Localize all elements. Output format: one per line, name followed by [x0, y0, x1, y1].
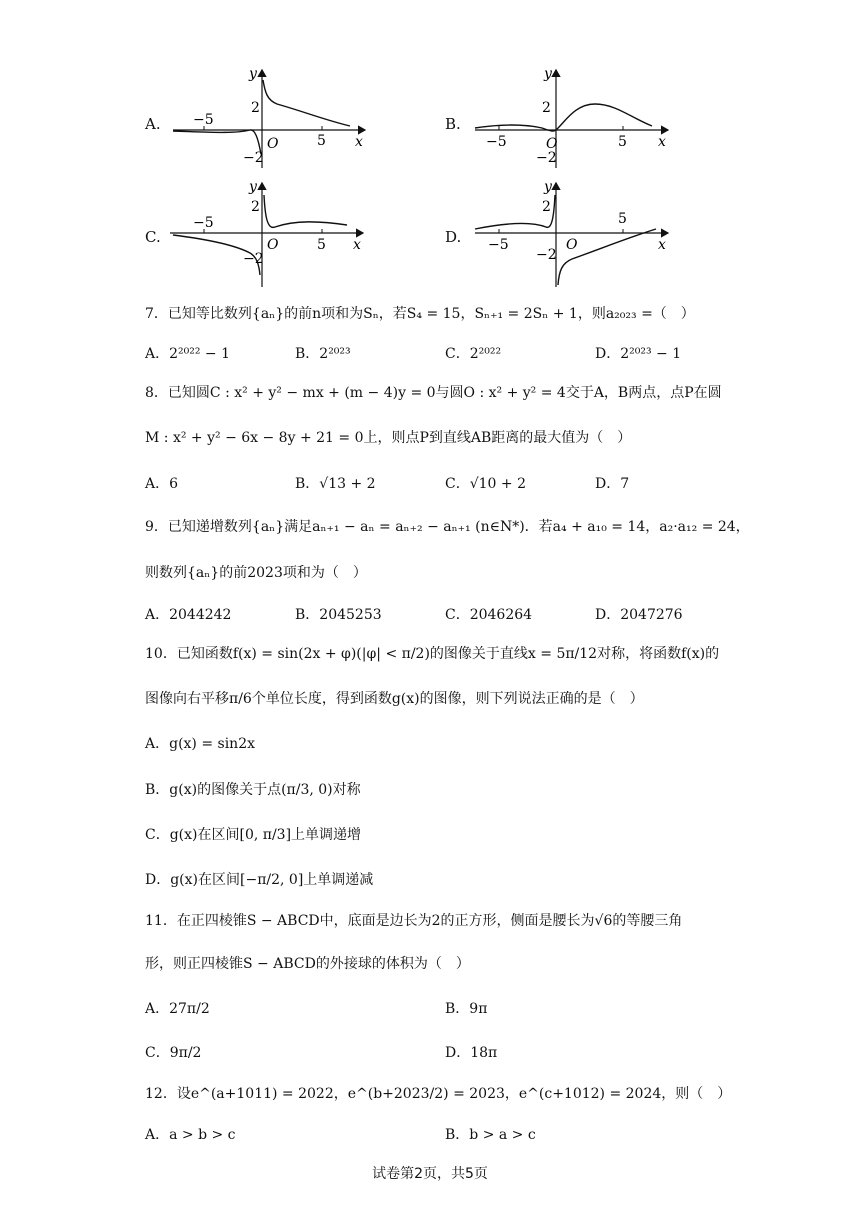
origin-label: O	[267, 237, 279, 253]
tick-x-neg: −5	[488, 237, 509, 253]
q9-option-d: D．2047276	[595, 607, 683, 623]
q8-option-a: A．6	[145, 476, 179, 492]
q12-option-a: A．a > b > c	[145, 1127, 236, 1143]
x-label: x	[353, 237, 361, 253]
graph-d	[470, 175, 680, 290]
tick-x-neg: −5	[486, 134, 507, 150]
graph-a	[165, 62, 375, 172]
q10-option-c: C．g(x)在区间[0, π/3]上单调递增	[145, 827, 362, 843]
tick-y-neg: −2	[536, 247, 557, 263]
q10-option-b: B．g(x)的图像关于点(π/3, 0)对称	[145, 782, 361, 798]
q9-option-a: A．2044242	[145, 607, 232, 623]
tick-x-pos: 5	[317, 237, 326, 253]
x-label: x	[658, 134, 666, 150]
q9-option-b: B．2045253	[295, 607, 382, 623]
curve	[475, 104, 652, 131]
q7-option-a: A．2²⁰²² − 1	[145, 346, 231, 362]
x-label: x	[355, 134, 363, 150]
graph-c-label: C.	[145, 228, 161, 246]
q10-stem-line2: 图像向右平移π/6个单位长度，得到函数g(x)的图像，则下列说法正确的是（ ）	[145, 691, 644, 707]
q9-option-c: C．2046264	[445, 607, 533, 623]
q8-option-d: D．7	[595, 476, 630, 492]
question-number: 7．	[145, 306, 168, 322]
curve	[264, 195, 347, 227]
graph-d-label: D.	[445, 228, 462, 246]
tick-x-neg: −5	[193, 112, 214, 128]
question-number: 11．	[145, 913, 177, 929]
graph-c	[165, 175, 375, 290]
curve	[263, 80, 350, 126]
question-number: 8．	[145, 385, 168, 401]
q11-option-b: B．9π	[445, 1001, 488, 1017]
question-number: 10．	[145, 646, 177, 662]
question-stem-line1: 已知函数f(x) = sin(2x + φ)(|φ| < π/2)的图像关于直线x = 5π/12对称，将函数f(x)的	[176, 646, 720, 662]
tick-y-neg: −2	[536, 150, 557, 166]
question-stem-line1: 已知圆C : x² + y² − mx + (m − 4)y = 0与圆O : x² + y² = 4交于A，B两点，点P在圆	[167, 385, 722, 401]
question-7	[145, 303, 695, 323]
x-label: x	[658, 237, 666, 253]
origin-label: O	[267, 136, 279, 152]
tick-y-pos: 2	[251, 199, 260, 215]
tick-x-pos: 5	[618, 211, 627, 227]
tick-x-pos: 5	[618, 134, 627, 150]
q12-option-b: B．b > a > c	[445, 1127, 536, 1143]
tick-y-neg: −2	[243, 150, 264, 166]
question-12	[145, 1083, 731, 1103]
y-label: y	[249, 179, 257, 195]
question-11	[145, 910, 682, 930]
y-label: y	[249, 66, 257, 82]
question-stem-line1: 在正四棱锥S − ABCD中，底面是边长为2的正方形，侧面是腰长为√6的等腰三角	[176, 913, 683, 929]
y-label: y	[544, 66, 552, 82]
graph-b	[470, 62, 680, 172]
question-stem: 已知等比数列{aₙ}的前n项和为Sₙ，若S₄ = 15，Sₙ₊₁ = 2Sₙ + 1，则a₂₀₂₃ =（ ）	[167, 306, 695, 322]
tick-y-pos: 2	[251, 100, 260, 116]
tick-y-pos: 2	[542, 100, 551, 116]
y-label: y	[544, 179, 552, 195]
q11-option-c: C．9π/2	[145, 1045, 202, 1061]
q11-option-d: D．18π	[445, 1045, 498, 1061]
question-stem: 设e^(a+1011) = 2022，e^(b+2023/2) = 2023，e^(c+1012) = 2024，则（ ）	[176, 1086, 732, 1102]
question-8	[145, 382, 722, 402]
q7-option-c: C．2²⁰²²	[445, 346, 502, 362]
q9-stem-line2: 则数列{aₙ}的前2023项和为（ ）	[145, 565, 367, 581]
question-number: 9．	[145, 519, 168, 535]
question-number: 12．	[145, 1086, 177, 1102]
q8-option-c: C．√10 + 2	[445, 476, 526, 492]
graph-a-label: A.	[145, 115, 161, 133]
q11-stem-line2: 形，则正四棱锥S − ABCD的外接球的体积为（ ）	[145, 956, 470, 972]
q11-option-a: A．27π/2	[145, 1001, 210, 1017]
question-10	[145, 643, 719, 663]
q10-option-a: A．g(x) = sin2x	[145, 736, 256, 752]
q8-option-b: B．√13 + 2	[295, 476, 376, 492]
tick-y-pos: 2	[542, 199, 551, 215]
tick-x-neg: −5	[193, 215, 214, 231]
q7-option-b: B．2²⁰²³	[295, 346, 351, 362]
page-footer: 试卷第2页，共5页	[372, 1166, 488, 1182]
question-9	[145, 516, 750, 536]
q7-option-d: D．2²⁰²³ − 1	[595, 346, 682, 362]
tick-y-neg: −2	[243, 251, 264, 267]
tick-x-pos: 5	[317, 133, 326, 149]
graph-b-label: B.	[445, 115, 461, 133]
origin-label: O	[546, 136, 558, 152]
question-stem-line1: 已知递增数列{aₙ}满足aₙ₊₁ − aₙ = aₙ₊₂ − aₙ₊₁ (n∈N*)．若a₄ + a₁₀ = 14，a₂·a₁₂ = 24，	[167, 519, 750, 535]
q8-stem-line2: M : x² + y² − 6x − 8y + 21 = 0上，则点P到直线AB距离的最大值为（ ）	[145, 430, 632, 446]
q10-option-d: D．g(x)在区间[−π/2, 0]上单调递减	[145, 872, 374, 888]
origin-label: O	[566, 237, 578, 253]
